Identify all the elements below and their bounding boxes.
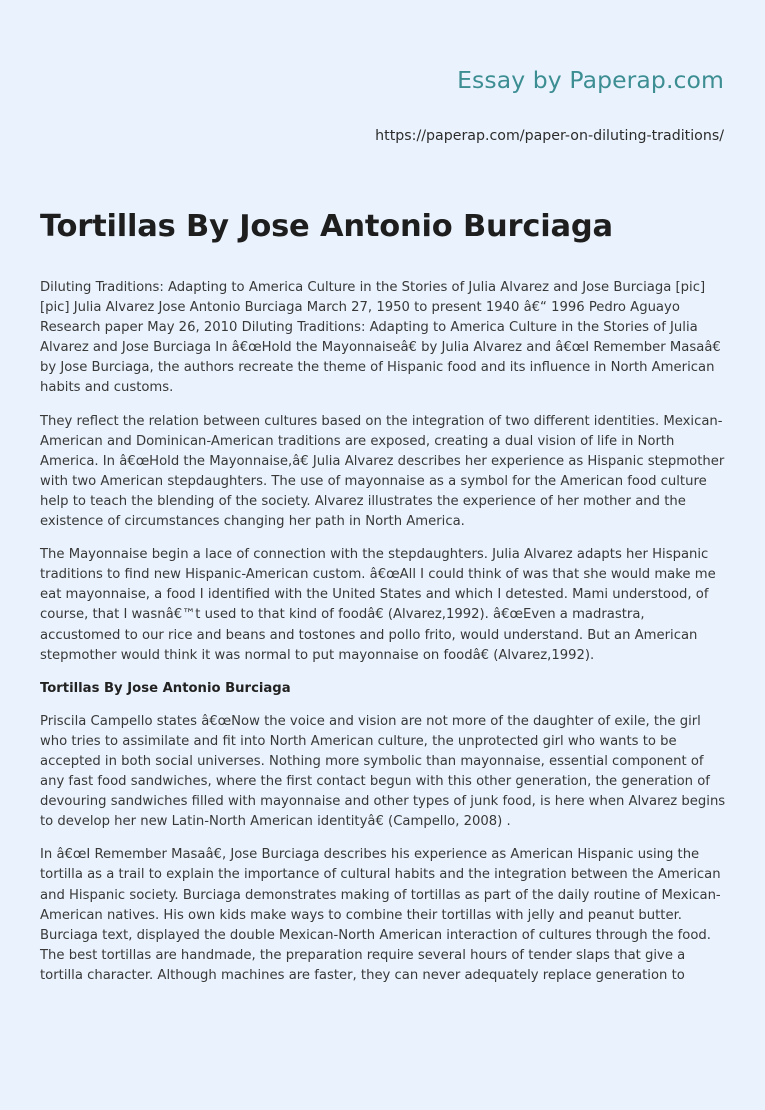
paragraph: Diluting Traditions: Adapting to America Culture in the Stories of Julia Alvarez and Jose Burciaga [pic] [pic] Julia Alvarez Jose Antonio Burciaga March 27, 1950 to present 1940 â€“ 1996 Pedro Aguayo Research paper May 26, 2010 Diluting Traditions: Adapting to America Culture in the Stories of Julia Alvarez and Jose Burciaga In â€œHold the Mayonnaiseâ€ by Julia Alvarez and â€œI Remember Masaâ€ by Jose Burciaga, the authors recreate the theme of Hispanic food and its influence in North American habits and customs. xyxy=(40,280,721,396)
paragraph: Priscila Campello states â€œNow the voice and vision are not more of the daughter of exile, the girl who tries to assimilate and fit into North American culture, the unprotected girl who wants to be accepted in both social universes. Nothing more symbolic than mayonnaise, essential component of any fast food sandwiches, where the first contact begun with this other generation, the generation of devouring sandwiches filled with mayonnaise and other types of junk food, is here when Alvarez begins to develop her new Latin-North American identityâ€ (Campello, 2008) . xyxy=(40,713,726,830)
section-subheading: Tortillas By Jose Antonio Burciaga xyxy=(40,680,291,696)
source-url-link[interactable]: https://paperap.com/paper-on-diluting-traditions/ xyxy=(375,128,724,144)
paragraph: They reflect the relation between cultures based on the integration of two different identities. Mexican-American and Dominican-American traditions are exposed, creating a dual vision of life in North America. In â€œHold the Mayonnaise,â€ Julia Alvarez describes her experience as Hispanic stepmother with two American stepdaughters. The use of mayonnaise as a symbol for the American food culture help to teach the blending of the society. Alvarez illustrates the experience of her mother and the existence of circumstances changing her path in North America. xyxy=(40,413,725,530)
essay-body xyxy=(40,278,728,999)
site-brand-link[interactable]: Essay by Paperap.com xyxy=(457,66,724,94)
page-title: Tortillas By Jose Antonio Burciaga xyxy=(40,209,613,244)
paragraph: The Mayonnaise begin a lace of connection with the stepdaughters. Julia Alvarez adapts her Hispanic traditions to find new Hispanic-American custom. â€œAll I could think of was that she would make me eat mayonnaise, a food I identified with the United States and which I detested. Mami understood, of course, that I wasnâ€™t used to that kind of foodâ€ (Alvarez,1992). â€œEven a madrastra, accustomed to our rice and beans and tostones and pollo frito, would understand. But an American stepmother would think it was normal to put mayonnaise on foodâ€ (Alvarez,1992). xyxy=(40,547,716,663)
paragraph: In â€œI Remember Masaâ€, Jose Burciaga describes his experience as American Hispanic using the tortilla as a trail to explain the importance of cultural habits and the integration between the American and Hispanic society. Burciaga demonstrates making of tortillas as part of the daily routine of Mexican-American natives. His own kids make ways to combine their tortillas with jelly and peanut butter. Burciaga text, displayed the double Mexican-North American interaction of cultures through the food. The best tortillas are handmade, the preparation require several hours of tender slaps that give a tortilla character. Although machines are faster, they can never adequately replace generation to xyxy=(40,847,721,983)
